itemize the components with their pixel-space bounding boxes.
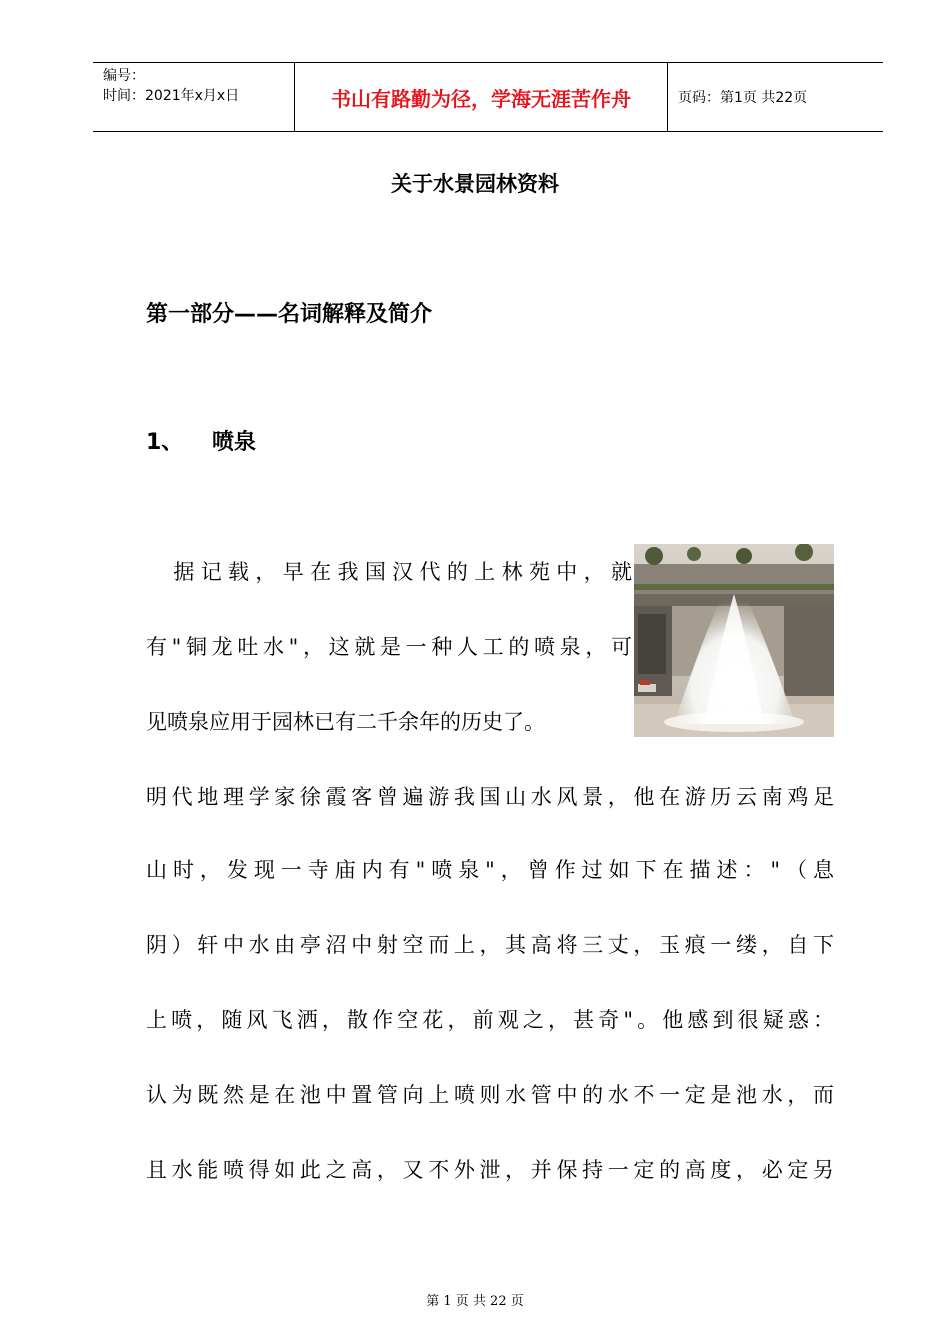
fountain-photo bbox=[634, 544, 834, 737]
body-line: 认为既然是在池中置管向上喷则水管中的水不一定是池水，而 bbox=[146, 1083, 834, 1107]
subsection-title: 喷泉 bbox=[212, 430, 257, 455]
body-line: 且水能喷得如此之高，又不外泄，并保持一定的高度，必定另 bbox=[146, 1158, 834, 1182]
header-table bbox=[93, 62, 883, 132]
body-line: 阴）轩中水由亭沼中射空而上，其高将三丈，玉痕一缕，自下 bbox=[146, 933, 834, 957]
body-line: 山时，发现一寺庙内有"喷泉"，曾作过如下在描述："（息 bbox=[146, 858, 834, 882]
body-line: 据记载，早在我国汉代的上林苑中，就 bbox=[146, 560, 632, 584]
header-motto: 书山有路勤为径，学海无涯苦作舟 bbox=[295, 63, 668, 131]
body-line: 明代地理学家徐霞客曾遍游我国山水风景，他在游历云南鸡足 bbox=[146, 785, 834, 809]
subsection-number: 1、 bbox=[146, 430, 184, 455]
document-number-label: 编号： bbox=[103, 68, 145, 84]
page-footer: 第 1 页 共 22 页 bbox=[426, 1294, 524, 1309]
subsection-heading bbox=[146, 425, 256, 456]
document-title: 关于水景园林资料 bbox=[391, 172, 559, 196]
document-time-label: 时间：2021年x月x日 bbox=[103, 88, 240, 104]
header-meta-cell bbox=[93, 63, 295, 131]
body-line: 有"铜龙吐水"，这就是一种人工的喷泉，可 bbox=[146, 635, 632, 659]
body-line: 上喷，随风飞洒，散作空花，前观之，甚奇"。他感到很疑惑： bbox=[146, 1008, 834, 1032]
body-line: 见喷泉应用于园林已有二千余年的历史了。 bbox=[146, 710, 545, 734]
header-page-label: 页码：第1页 共22页 bbox=[678, 90, 808, 106]
section-title: 第一部分——名词解释及简介 bbox=[146, 302, 433, 327]
